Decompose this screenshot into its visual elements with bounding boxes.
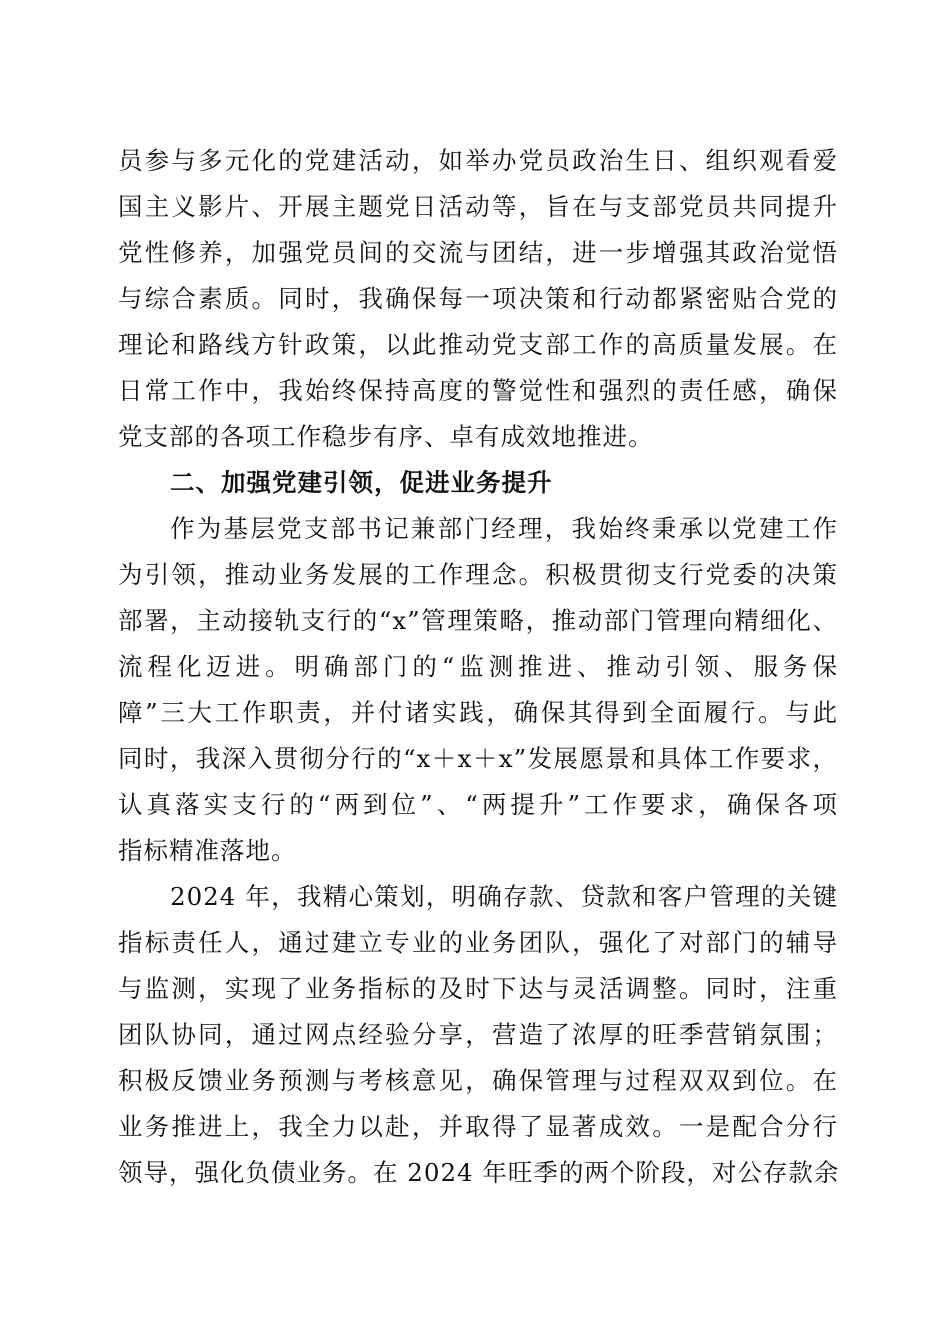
text-line: 同时，我深入贯彻分行的“x＋x＋x”发展愿景和具体工作要求， (118, 744, 838, 773)
text-line: 理论和路线方针政策，以此推动党支部工作的高质量发展。在 (118, 330, 838, 359)
text-line: 为引领，推动业务发展的工作理念。积极贯彻支行党委的决策 (118, 560, 838, 589)
text-line: 指标责任人，通过建立专业的业务团队，强化了对部门的辅导 (118, 928, 838, 957)
text-line: 与监测，实现了业务指标的及时下达与灵活调整。同时，注重 (118, 974, 838, 1003)
section-heading: 二、加强党建引领，促进业务提升 (170, 468, 553, 497)
text-line: 团队协同，通过网点经验分享，营造了浓厚的旺季营销氛围； (118, 1020, 838, 1049)
text-line: 与综合素质。同时，我确保每一项决策和行动都紧密贴合党的 (118, 284, 838, 313)
text-line: 业务推进上，我全力以赴，并取得了显著成效。一是配合分行 (118, 1112, 838, 1141)
text-line: 国主义影片、开展主题党日活动等，旨在与支部党员共同提升 (118, 192, 838, 221)
text-line: 员参与多元化的党建活动，如举办党员政治生日、组织观看爱 (118, 146, 838, 175)
text-line: 党性修养，加强党员间的交流与团结，进一步增强其政治觉悟 (118, 238, 838, 267)
document-body (118, 138, 838, 1196)
text-line: 领导，强化负债业务。在 2024 年旺季的两个阶段，对公存款余 (118, 1158, 840, 1187)
text-line: 作为基层党支部书记兼部门经理，我始终秉承以党建工作 (170, 514, 838, 543)
text-line: 党支部的各项工作稳步有序、卓有成效地推进。 (118, 422, 654, 451)
text-line: 日常工作中，我始终保持高度的警觉性和强烈的责任感，确保 (118, 376, 838, 405)
text-line: 障”三大工作职责，并付诸实践，确保其得到全面履行。与此 (118, 698, 838, 727)
text-line: 流程化迈进。明确部门的“监测推进、推动引领、服务保 (118, 652, 838, 681)
text-line: 指标精准落地。 (118, 836, 297, 865)
text-line: 积极反馈业务预测与考核意见，确保管理与过程双双到位。在 (118, 1066, 838, 1095)
text-line: 认真落实支行的“两到位”、“两提升”工作要求，确保各项 (118, 790, 838, 819)
text-line: 部署，主动接轨支行的“x”管理策略，推动部门管理向精细化、 (118, 606, 838, 635)
text-line: 2024 年，我精心策划，明确存款、贷款和客户管理的关键 (170, 882, 838, 911)
